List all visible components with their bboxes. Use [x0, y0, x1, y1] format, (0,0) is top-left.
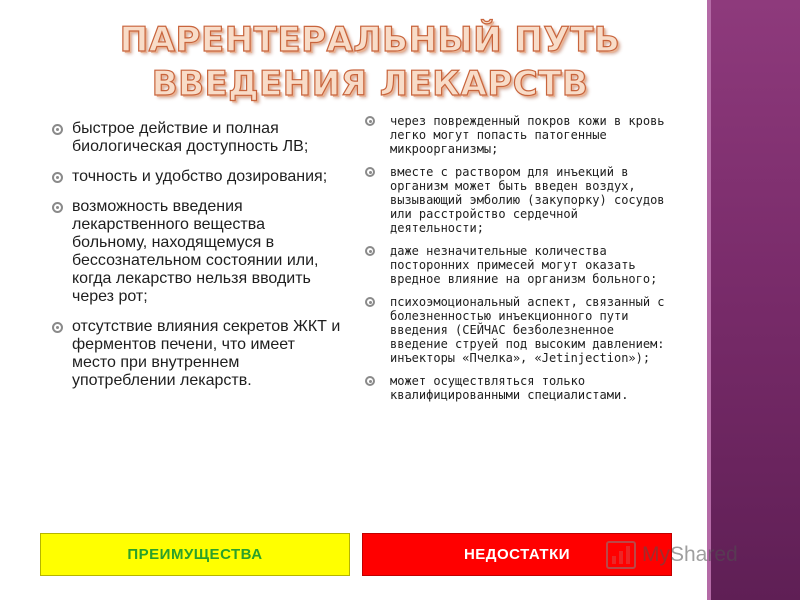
title-line-1: ПАРЕНТЕРАЛЬНЫЙ ПУТЬ [119, 20, 621, 60]
disadvantages-label: НЕДОСТАТКИ [362, 533, 672, 576]
advantage-item [52, 168, 342, 186]
bullet-icon [52, 322, 63, 333]
bullet-icon [365, 167, 375, 177]
slide-title [100, 18, 640, 106]
decorative-stripe [711, 0, 800, 600]
disadvantage-text: вместе с раствором для инъекций в организм может быть введен воздух, вызывающий эмболию (закупорку) сосудов или расстройство сердечной деятельности; [390, 165, 665, 235]
advantages-list [52, 120, 342, 402]
advantage-item [52, 198, 342, 306]
advantages-label: ПРЕИМУЩЕСТВА [40, 533, 350, 576]
advantage-text: отсутствие влияния секретов ЖКТ и ферментов печени, что имеет место при внутреннем употреблении лекарств. [72, 318, 341, 389]
disadvantage-text: даже незначительные количества посторонних примесей могут оказать вредное влияние на организм больного; [390, 244, 658, 286]
bullet-icon [365, 297, 375, 307]
bullet-icon [52, 172, 63, 183]
disadvantage-item [365, 165, 677, 235]
bullet-icon [365, 246, 375, 256]
bullet-icon [365, 116, 375, 126]
disadvantage-item [365, 244, 677, 286]
disadvantages-list [365, 114, 677, 411]
title-line-2: ВВЕДЕНИЯ ЛЕКАРСТВ [151, 64, 589, 104]
advantage-text: точность и удобство дозирования; [72, 168, 328, 185]
bullet-icon [52, 124, 63, 135]
advantage-text: быстрое действие и полная биологическая доступность ЛВ; [72, 120, 309, 155]
advantage-item [52, 318, 342, 390]
watermark-text: MyShared [642, 543, 738, 566]
disadvantage-text: через поврежденный покров кожи в кровь легко могут попасть патогенные микроорганизмы; [390, 114, 665, 156]
advantage-text: возможность введения лекарственного вещества больному, находящемуся в бессознательном состоянии или, когда лекарство нельзя вводить через рот; [72, 198, 319, 305]
disadvantage-text: психоэмоциональный аспект, связанный с болезненностью инъекционного пути введения (СЕЙЧАС безболезненное введение струей под высоким давлением: инъекторы «Пчелка», «Jetinjection»); [390, 295, 665, 365]
disadvantage-item [365, 374, 677, 402]
bullet-icon [52, 202, 63, 213]
chart-logo-icon [606, 541, 636, 569]
disadvantage-item [365, 114, 677, 156]
advantage-item [52, 120, 342, 156]
bullet-icon [365, 376, 375, 386]
disadvantage-text: может осуществляться только квалифицированными специалистами. [390, 374, 629, 402]
watermark [606, 538, 738, 572]
disadvantage-item [365, 295, 677, 365]
